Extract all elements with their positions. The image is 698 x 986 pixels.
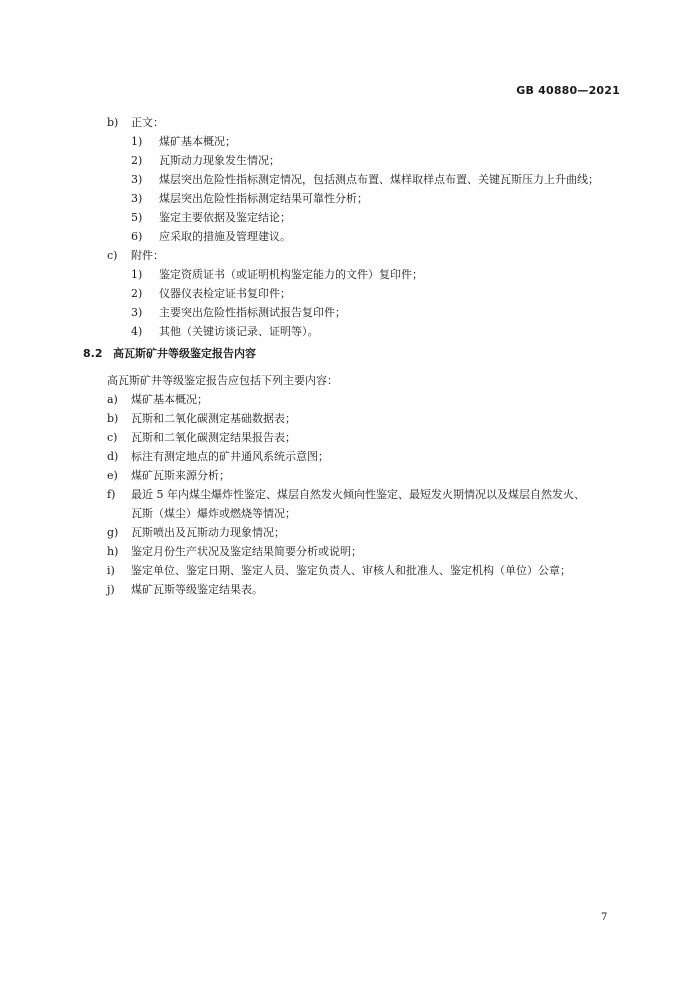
list-item: [131, 230, 291, 244]
list-item-continuation: 瓦斯（煤尘）爆炸或燃烧等情况；: [131, 507, 296, 520]
list-item: [131, 325, 319, 339]
list-item: [107, 431, 296, 445]
list-title: 附件：: [131, 249, 164, 262]
list-c-heading: [107, 249, 164, 263]
list-marker: 6): [131, 230, 143, 243]
section-title: 高瓦斯矿井等级鉴定报告内容: [113, 347, 256, 360]
list-item-text: 煤矿瓦斯来源分析；: [131, 469, 230, 482]
list-marker: 3): [131, 306, 143, 319]
list-item: [107, 583, 263, 597]
list-item-text: 鉴定主要依据及鉴定结论；: [159, 211, 291, 224]
list-title: 正文：: [131, 116, 164, 129]
list-marker: i): [107, 564, 115, 577]
list-item: [107, 393, 208, 407]
list-item-text: 最近 5 年内煤尘爆炸性鉴定、煤层自然发火倾向性鉴定、最短发火期情况以及煤层自然发火、: [131, 488, 585, 501]
list-marker: 3): [131, 173, 143, 186]
list-marker: b): [107, 412, 119, 425]
list-item-text: 瓦斯和二氧化碳测定结果报告表；: [131, 431, 296, 444]
list-item-text: 主要突出危险性指标测试报告复印件；: [159, 306, 346, 319]
list-item: [107, 564, 571, 578]
list-item-text: 煤矿基本概况；: [159, 135, 236, 148]
list-item: [131, 268, 423, 282]
list-item: [131, 154, 280, 168]
list-marker: e): [107, 469, 118, 482]
list-item-text: 瓦斯喷出及瓦斯动力现象情况；: [131, 526, 285, 539]
section-number: 8.2: [83, 347, 103, 360]
list-item-text: 鉴定月份生产状况及鉴定结果简要分析或说明；: [131, 545, 362, 558]
page-number: 7: [601, 912, 608, 923]
list-item-text: 标注有测定地点的矿井通风系统示意图；: [131, 450, 329, 463]
list-marker: a): [107, 393, 118, 406]
list-marker: j): [107, 583, 115, 596]
list-marker: 4): [131, 325, 143, 338]
list-item: [107, 526, 285, 540]
list-item-text: 仪器仪表检定证书复印件；: [159, 287, 291, 300]
list-item: [107, 469, 230, 483]
list-item-text: 鉴定资质证书（或证明机构鉴定能力的文件）复印件；: [159, 268, 423, 281]
list-marker: 5): [131, 211, 143, 224]
list-item: [107, 450, 329, 464]
list-marker: 1): [131, 268, 143, 281]
standard-number: GB 40880—2021: [516, 84, 620, 97]
list-marker: c): [107, 431, 118, 444]
list-item-text: 煤层突出危险性指标测定结果可靠性分析；: [159, 192, 368, 205]
list-marker: b): [107, 116, 119, 129]
list-item-text: 煤层突出危险性指标测定情况，包括测点布置、煤样取样点布置、关键瓦斯压力上升曲线；: [159, 173, 599, 186]
list-item-text: 其他（关键访谈记录、证明等）。: [159, 325, 319, 338]
list-item: [107, 412, 296, 426]
list-marker: 1): [131, 135, 143, 148]
list-item-text: 煤矿基本概况；: [131, 393, 208, 406]
list-item: [131, 173, 599, 187]
list-marker: c): [107, 249, 118, 262]
list-marker: 2): [131, 154, 143, 167]
list-marker: h): [107, 545, 119, 558]
list-item-text: 瓦斯和二氧化碳测定基础数据表；: [131, 412, 296, 425]
list-item: [131, 192, 368, 206]
list-marker: 2): [131, 287, 143, 300]
list-item-text: 瓦斯动力现象发生情况；: [159, 154, 280, 167]
list-marker: f): [107, 488, 116, 501]
list-item: [131, 211, 291, 225]
intro-paragraph: 高瓦斯矿井等级鉴定报告应包括下列主要内容：: [107, 374, 338, 387]
list-item: [131, 135, 236, 149]
list-item-text: 应采取的措施及管理建议。: [159, 230, 291, 243]
list-item: [107, 545, 362, 559]
list-item: [131, 306, 346, 320]
list-marker: d): [107, 450, 119, 463]
list-b-heading: [107, 116, 164, 130]
list-item-text: 鉴定单位、鉴定日期、鉴定人员、鉴定负责人、审核人和批准人、鉴定机构（单位）公章；: [131, 564, 571, 577]
section-heading: [83, 347, 256, 361]
list-item: [107, 488, 585, 502]
list-item-text: 煤矿瓦斯等级鉴定结果表。: [131, 583, 263, 596]
list-item: [131, 287, 291, 301]
list-marker: g): [107, 526, 119, 539]
list-marker: 3): [131, 192, 143, 205]
